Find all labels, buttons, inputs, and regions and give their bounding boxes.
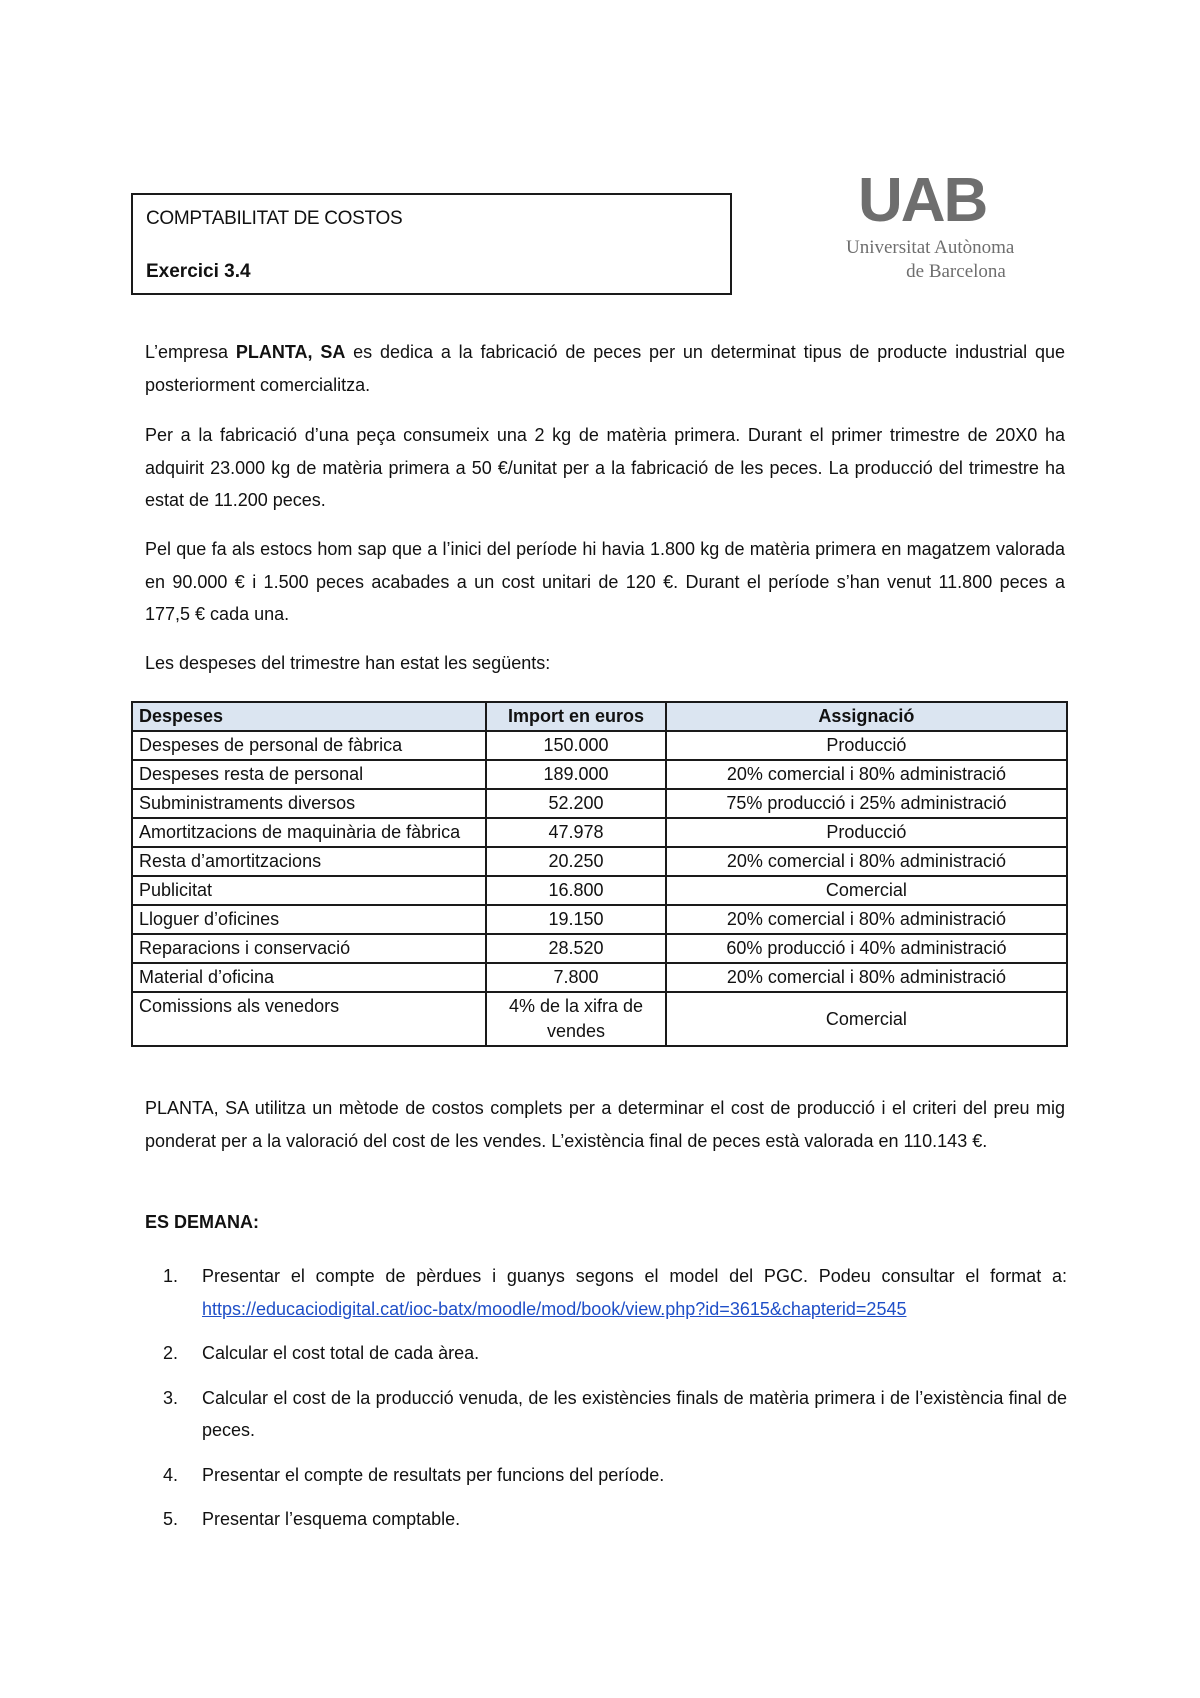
expense-name: Publicitat	[132, 876, 486, 905]
table-row	[132, 992, 1067, 1046]
list-item	[145, 1503, 1067, 1536]
title-box	[131, 193, 732, 295]
table-row	[132, 876, 1067, 905]
expense-name: Reparacions i conservació	[132, 934, 486, 963]
logo-university-city: de Barcelona	[906, 261, 1006, 282]
expense-allocation: Producció	[666, 818, 1067, 847]
expense-amount: 19.150	[486, 905, 666, 934]
expense-allocation: 75% producció i 25% administració	[666, 789, 1067, 818]
table-row	[132, 760, 1067, 789]
question-text: Presentar el compte de resultats per funcions del període.	[202, 1464, 665, 1485]
question-text: Presentar el compte de pèrdues i guanys segons el model del PGC. Podeu consultar el format a:	[202, 1266, 1067, 1286]
header-import: Import en euros	[486, 702, 666, 731]
questions-list	[145, 1260, 1067, 1548]
expense-name: Resta d’amortitzacions	[132, 847, 486, 876]
intro-text-end: es dedica a la fabricació de peces per un determinat tipus de producte industrial que posteriorment comercialitza.	[145, 342, 1065, 395]
university-logo	[846, 166, 1036, 284]
intro-paragraph	[145, 336, 1065, 401]
expense-allocation: Comercial	[666, 992, 1067, 1046]
question-number: 3.	[163, 1387, 179, 1408]
header-despeses: Despeses	[132, 702, 486, 731]
expenses-intro: Les despeses del trimestre han estat les següents:	[145, 653, 551, 673]
expense-allocation: 20% comercial i 80% administració	[666, 963, 1067, 992]
list-item	[145, 1459, 1067, 1492]
question-text: Calcular el cost de la producció venuda, de les existències finals de matèria primera i de l’existència final de peces.	[202, 1387, 1067, 1440]
expense-amount: 28.520	[486, 934, 666, 963]
expense-amount: 52.200	[486, 789, 666, 818]
stock-paragraph: Pel que fa als estocs hom sap que a l’inici del període hi havia 1.800 kg de matèria primera en magatzem valorada en 90.000 € i 1.500 peces acabades a un cost unitari de 120 €. Durant el període s’han venut 11.800 peces a 177,5 € cada una.	[145, 539, 1065, 624]
method-paragraph: PLANTA, SA utilitza un mètode de costos complets per a determinar el cost de producció i el criteri del preu mig ponderat per a la valoració del cost de les vendes. L’existència final de peces està valorada en 110.143 €.	[145, 1098, 1065, 1151]
company-name: PLANTA, SA	[235, 342, 346, 362]
expense-allocation: 20% comercial i 80% administració	[666, 905, 1067, 934]
table-row	[132, 934, 1067, 963]
intro-text-start: L’empresa	[145, 342, 236, 362]
expense-name: Subministraments diversos	[132, 789, 486, 818]
expense-allocation: 20% comercial i 80% administració	[666, 760, 1067, 789]
expenses-table	[131, 701, 1068, 1047]
subject-title: COMPTABILITAT DE COSTOS	[146, 208, 403, 229]
list-item	[145, 1382, 1067, 1447]
expense-amount: 20.250	[486, 847, 666, 876]
logo-university-name: Universitat Autònoma	[846, 237, 1015, 258]
table-header-row	[132, 702, 1067, 731]
format-link[interactable]: https://educaciodigital.cat/ioc-batx/moodle/mod/book/view.php?id=3615&chapterid=2545	[202, 1298, 907, 1319]
expense-name: Despeses resta de personal	[132, 760, 486, 789]
expense-name: Material d’oficina	[132, 963, 486, 992]
table-row	[132, 731, 1067, 760]
expense-amount: 150.000	[486, 731, 666, 760]
table-row	[132, 905, 1067, 934]
expense-amount: 4% de la xifra de vendes	[486, 992, 666, 1046]
list-item	[145, 1337, 1067, 1370]
table-row	[132, 789, 1067, 818]
expense-allocation: Producció	[666, 731, 1067, 760]
exercise-title: Exercici 3.4	[146, 261, 251, 282]
question-number: 2.	[163, 1343, 179, 1363]
production-paragraph: Per a la fabricació d’una peça consumeix una 2 kg de matèria primera. Durant el primer trimestre de 20X0 ha adquirit 23.000 kg de matèria primera a 50 €/unitat per a la fabricació de les peces. La producció del trimestre ha estat de 11.200 peces.	[145, 425, 1065, 510]
expense-amount: 47.978	[486, 818, 666, 847]
question-number: 5.	[163, 1509, 179, 1529]
question-text: Calcular el cost total de cada àrea.	[202, 1343, 480, 1363]
header-assignacio: Assignació	[666, 702, 1067, 731]
expense-allocation: Comercial	[666, 876, 1067, 905]
question-number: 1.	[163, 1266, 179, 1286]
table-row	[132, 847, 1067, 876]
list-item	[145, 1260, 1067, 1325]
expense-amount: 189.000	[486, 760, 666, 789]
expense-name: Despeses de personal de fàbrica	[132, 731, 486, 760]
expense-allocation: 60% producció i 40% administració	[666, 934, 1067, 963]
table-row	[132, 963, 1067, 992]
questions-heading: ES DEMANA:	[145, 1212, 260, 1232]
uab-logo-mark: UAB	[858, 166, 987, 235]
table-row	[132, 818, 1067, 847]
expense-amount: 7.800	[486, 963, 666, 992]
expense-name: Comissions als venedors	[132, 992, 486, 1046]
question-number: 4.	[163, 1464, 179, 1485]
expense-allocation: 20% comercial i 80% administració	[666, 847, 1067, 876]
expense-amount: 16.800	[486, 876, 666, 905]
expense-name: Lloguer d’oficines	[132, 905, 486, 934]
expense-name: Amortitzacions de maquinària de fàbrica	[132, 818, 486, 847]
question-text: Presentar l’esquema comptable.	[202, 1509, 461, 1529]
